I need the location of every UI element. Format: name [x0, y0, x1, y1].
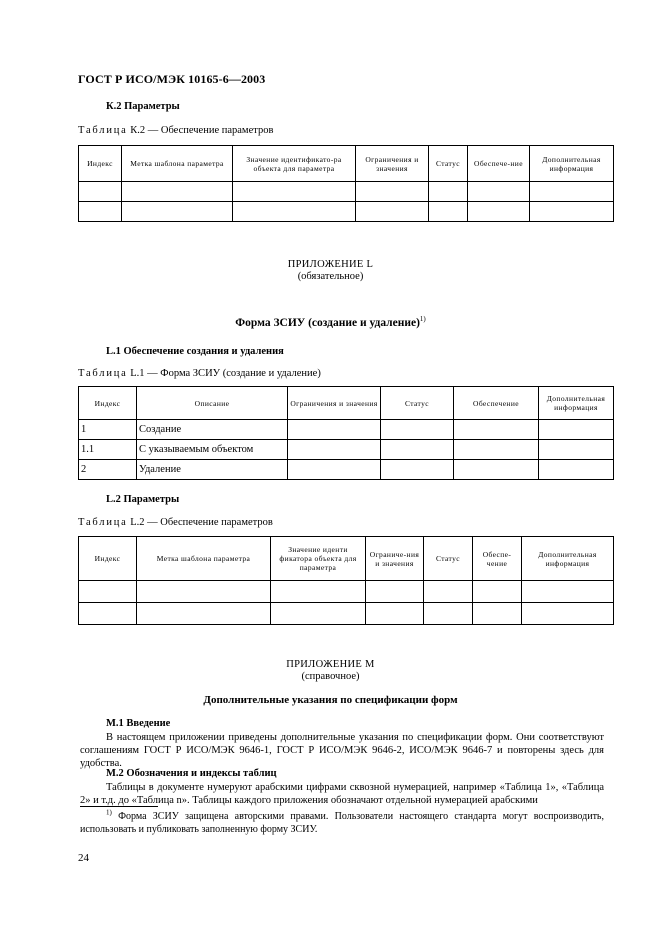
table-cell [381, 460, 454, 480]
footnote-separator [80, 806, 158, 807]
table-cell [522, 581, 614, 603]
caption-word: Таблица [78, 517, 128, 528]
col-header: Метка шаблона параметра [137, 537, 271, 581]
table-cell [424, 603, 473, 625]
table-row [79, 460, 614, 480]
table-cell [468, 202, 530, 222]
table-cell [429, 182, 468, 202]
col-header: Индекс [79, 387, 137, 420]
table-k2 [78, 145, 614, 222]
annex-l-title: ПРИЛОЖЕНИЕ L [287, 259, 374, 270]
m2-paragraph: Таблицы в документе нумеруют арабскими цифрами сквозной нумерацией, например «Таблица 1», «Таблица 2» и т.д. до «Таблица n». Таблицы каждого приложения обозначают отдельной нумерацией арабскими [80, 782, 604, 806]
table-cell [454, 460, 539, 480]
caption-word: Таблица [78, 125, 128, 136]
table-cell [79, 202, 122, 222]
table-cell [429, 202, 468, 222]
caption-word: Таблица [78, 368, 128, 379]
table-cell [79, 581, 137, 603]
col-header: Индекс [79, 146, 122, 182]
section-m1-heading: М.1 Введение [106, 718, 171, 729]
table-cell [288, 440, 381, 460]
table-cell: Создание [137, 420, 288, 440]
table-cell: 2 [79, 460, 137, 480]
col-header: Дополнительная информация [530, 146, 614, 182]
annex-l-status: (обязательное) [297, 271, 364, 282]
table-row [79, 581, 614, 603]
form-title-text: Форма ЗСИУ (создание и удаление) [235, 317, 420, 329]
col-header: Дополнительная информация [522, 537, 614, 581]
annex-m-subtitle: Дополнительные указания по спецификации форм [203, 694, 458, 706]
document-header: ГОСТ Р ИСО/МЭК 10165-6—2003 [78, 72, 266, 86]
table-cell [122, 202, 233, 222]
table-cell [288, 460, 381, 480]
col-header: Статус [424, 537, 473, 581]
col-header: Ограниче-ния и значения [366, 537, 424, 581]
table-cell [271, 581, 366, 603]
table-cell [539, 440, 614, 460]
table-cell [79, 603, 137, 625]
col-header: Статус [429, 146, 468, 182]
table-cell [468, 182, 530, 202]
col-header: Обеспе-чение [473, 537, 522, 581]
table-cell [137, 581, 271, 603]
table-row [79, 182, 614, 202]
table-l1-caption [78, 368, 321, 379]
table-l2-caption [78, 517, 273, 528]
table-cell [381, 420, 454, 440]
table-cell [522, 603, 614, 625]
col-header: Значение идентификато-ра объекта для параметра [233, 146, 356, 182]
table-cell [530, 182, 614, 202]
table-l2 [78, 536, 614, 625]
page-number: 24 [78, 852, 89, 864]
table-row [79, 603, 614, 625]
table-cell [366, 581, 424, 603]
section-m2-heading: М.2 Обозначения и индексы таблиц [106, 768, 277, 779]
table-cell [424, 581, 473, 603]
caption-rest: L.2 — Обеспечение параметров [127, 517, 273, 528]
col-header: Ограничения и значения [288, 387, 381, 420]
table-cell [454, 440, 539, 460]
table-cell [356, 202, 429, 222]
table-cell [530, 202, 614, 222]
table-cell [233, 202, 356, 222]
caption-rest: L.1 — Форма ЗСИУ (создание и удаление) [127, 368, 321, 379]
table-cell: С указываемым объектом [137, 440, 288, 460]
table-cell [539, 420, 614, 440]
table-row [79, 420, 614, 440]
col-header: Обеспечение [454, 387, 539, 420]
table-cell [137, 603, 271, 625]
table-row [79, 202, 614, 222]
table-cell: 1 [79, 420, 137, 440]
table-cell [381, 440, 454, 460]
annex-m-status: (справочное) [301, 671, 360, 682]
table-row [79, 440, 614, 460]
table-cell [473, 603, 522, 625]
footnote [80, 810, 604, 836]
col-header: Описание [137, 387, 288, 420]
table-header-row [79, 146, 614, 182]
table-cell [79, 182, 122, 202]
annex-m-title: ПРИЛОЖЕНИЕ М [286, 659, 375, 670]
table-cell [473, 581, 522, 603]
caption-rest: К.2 — Обеспечение параметров [127, 125, 274, 136]
col-header: Метка шаблона параметра [122, 146, 233, 182]
footnote-ref: 1) [419, 315, 426, 324]
section-l2-heading: L.2 Параметры [106, 494, 180, 505]
table-cell [288, 420, 381, 440]
table-l1 [78, 386, 614, 480]
form-title [0, 317, 661, 329]
table-cell [356, 182, 429, 202]
col-header: Ограничения и значения [356, 146, 429, 182]
table-cell [271, 603, 366, 625]
table-cell [454, 420, 539, 440]
section-k2-heading: К.2 Параметры [106, 101, 180, 112]
table-cell: 1.1 [79, 440, 137, 460]
table-cell [366, 603, 424, 625]
table-cell [539, 460, 614, 480]
section-l1-heading: L.1 Обеспечение создания и удаления [106, 346, 284, 357]
table-cell [122, 182, 233, 202]
col-header: Обеспече-ние [468, 146, 530, 182]
col-header: Дополнительная информация [539, 387, 614, 420]
m1-paragraph: В настоящем приложении приведены дополнительные указания по спецификации форм. Они соответствуют соглашениям ГОСТ Р ИСО/МЭК 9646-1, ГОСТ Р ИСО/МЭК 9646-2, ИСО/МЭК 9646-7 и повторены здесь для удобства. [80, 732, 604, 769]
footnote-text: Форма ЗСИУ защищена авторскими правами. Пользователи настоящего стандарта могут воспроизводить, использовать и публиковать заполненную форму ЗСИУ. [80, 811, 604, 835]
table-header-row [79, 537, 614, 581]
table-cell: Удаление [137, 460, 288, 480]
col-header: Статус [381, 387, 454, 420]
table-header-row [79, 387, 614, 420]
table-k2-caption [78, 125, 273, 136]
footnote-mark: 1) [106, 808, 112, 817]
table-cell [233, 182, 356, 202]
col-header: Индекс [79, 537, 137, 581]
col-header: Значение иденти фикатора объекта для параметра [271, 537, 366, 581]
